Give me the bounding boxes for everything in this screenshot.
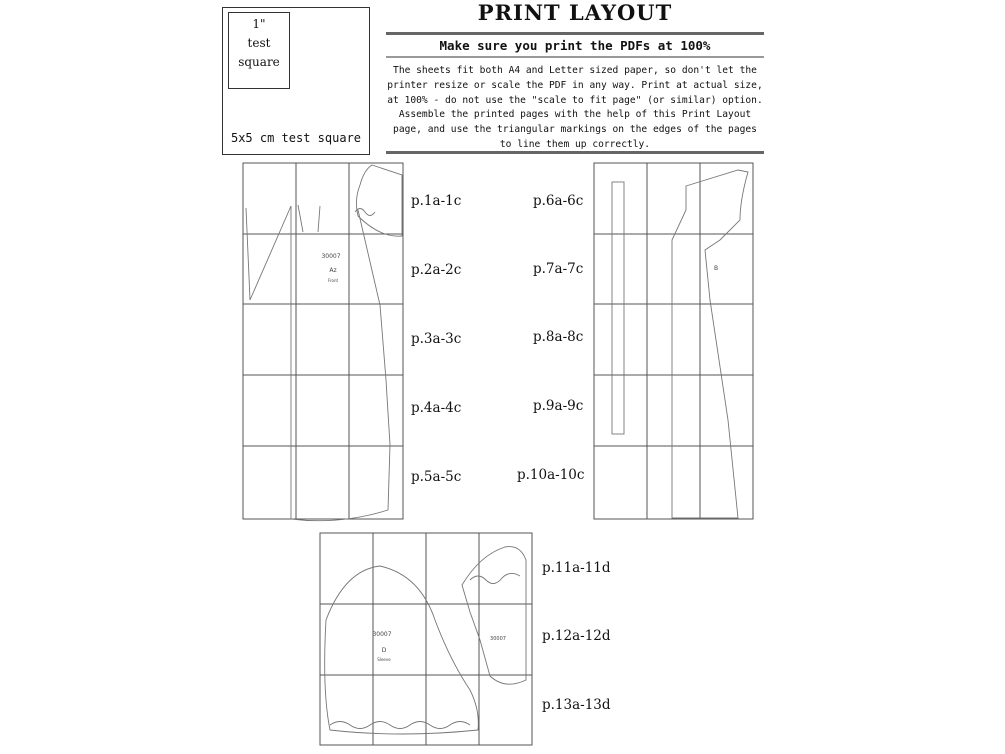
inch-square-word: square [238,55,280,69]
instruction-line: printer resize or scale the PDF in any way. Print at actual size, [387,79,763,91]
page-label: p.7a-7c [533,261,584,277]
page-label: p.4a-4c [411,400,462,416]
page-label: p.12a-12d [542,628,611,644]
test-square-caption: 5x5 cm test square [230,131,362,145]
page-label: p.5a-5c [411,469,462,485]
back-facing-strip [612,182,624,434]
front-piece-number: 30007 [321,253,341,260]
instruction-line: Assemble the printed pages with the help of this Print Layout [398,109,752,121]
front-neckline-outline [356,165,402,236]
back-piece-grid [594,163,753,519]
front-piece-grid [243,163,403,519]
back-piece-letter: B [713,265,719,272]
front-piece-outline [246,205,390,521]
page-title: PRINT LAYOUT [477,0,673,25]
instruction-line: to line them up correctly. [499,138,651,150]
print-instruction-heading: Make sure you print the PDFs at 100% [439,38,711,53]
cuff-piece-outline [462,547,526,685]
front-piece-letter: Az [329,267,337,274]
instruction-line: at 100% - do not use the "scale to fit page" (or similar) option. [387,94,763,106]
cuff-piece-number: 30007 [490,636,506,642]
back-piece-outline [672,170,748,518]
inch-test-word: test [247,36,271,50]
page-label: p.1a-1c [411,193,462,209]
instruction-line: The sheets fit both A4 and Letter sized paper, so don't let the [393,65,757,76]
page-label: p.10a-10c [517,467,585,483]
sleeve-piece-outline [325,566,479,734]
instruction-line: page, and use the triangular markings on the edges of the pages [393,124,757,136]
page-label: p.8a-8c [533,329,584,345]
sleeve-piece-letter: D [381,647,387,654]
page-label: p.6a-6c [533,193,584,209]
front-piece-name: Front [327,278,339,283]
page-label: p.2a-2c [411,262,462,278]
sleeve-piece-number: 30007 [372,631,392,638]
page-label: p.3a-3c [411,331,462,347]
page-label: p.11a-11d [542,560,611,576]
page-label: p.13a-13d [542,697,611,713]
sleeve-piece-name: Sleeve [377,657,391,662]
page-label: p.9a-9c [533,398,584,414]
inch-mark: 1" [252,17,266,31]
